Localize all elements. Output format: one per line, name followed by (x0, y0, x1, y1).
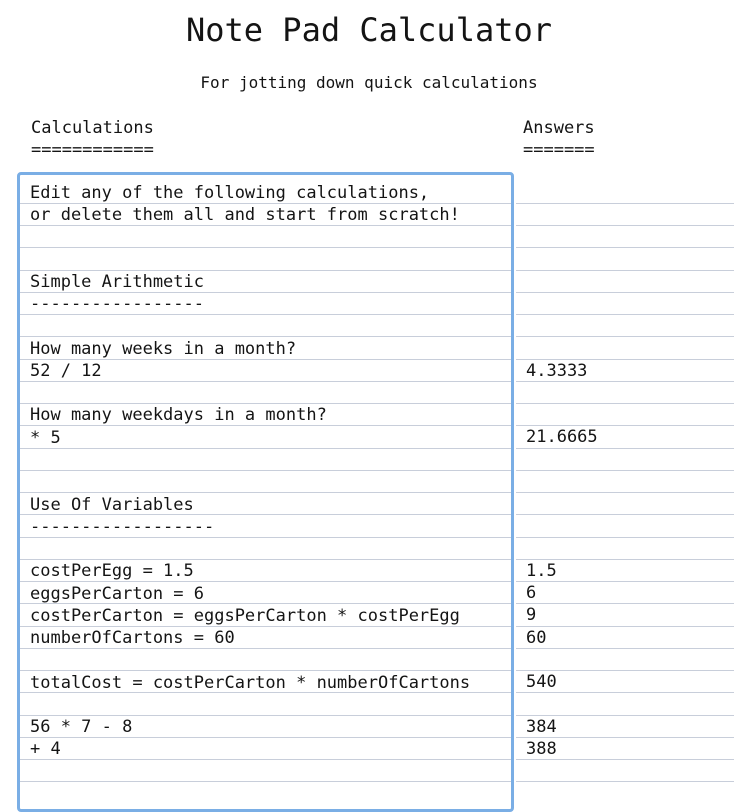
answer-row-empty (516, 182, 734, 204)
answer-row-empty (516, 649, 734, 671)
answers-column-header (523, 117, 595, 162)
answers-column (516, 182, 734, 783)
answer-row-empty (516, 515, 734, 537)
answer-row-empty (516, 404, 734, 426)
calculations-header-underline: ============ (31, 140, 154, 161)
answer-row: 388 (516, 738, 734, 760)
answer-row: 21.6665 (516, 426, 734, 448)
answer-row-empty (516, 471, 734, 493)
answers-header-label: Answers (523, 118, 595, 138)
answer-row-empty (516, 271, 734, 293)
answer-row-empty (516, 449, 734, 471)
calculations-column-header (31, 117, 154, 162)
answer-row: 60 (516, 627, 734, 649)
answer-row-empty (516, 493, 734, 515)
answer-row-empty (516, 315, 734, 337)
answer-row: 540 (516, 671, 734, 693)
calculations-textarea[interactable] (17, 172, 514, 812)
answer-row-empty (516, 248, 734, 270)
answer-row-empty (516, 226, 734, 248)
answer-row: 1.5 (516, 560, 734, 582)
page-title: Note Pad Calculator (185, 11, 553, 49)
page-subtitle: For jotting down quick calculations (200, 73, 538, 92)
answer-row: 6 (516, 582, 734, 604)
answer-row-empty (516, 337, 734, 359)
answers-header-underline: ======= (523, 140, 595, 161)
answer-row-empty (516, 293, 734, 315)
answer-row: 384 (516, 716, 734, 738)
answer-row-empty (516, 693, 734, 715)
answer-row-empty (516, 382, 734, 404)
answer-row-empty (516, 538, 734, 560)
answer-row: 9 (516, 604, 734, 626)
calculations-header-label: Calculations (31, 118, 154, 138)
answer-row-empty (516, 204, 734, 226)
answer-row: 4.3333 (516, 360, 734, 382)
answer-row-empty (516, 760, 734, 782)
